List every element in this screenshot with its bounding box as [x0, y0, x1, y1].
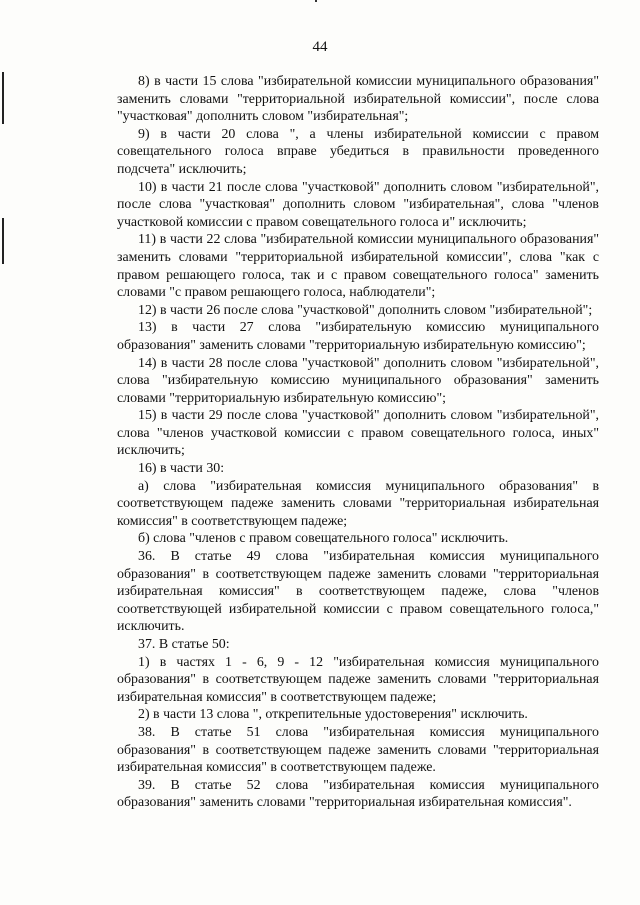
paragraph: 10) в части 21 после слова "участковой" дополнить словом "избирательной", после слова "участковая" дополнить словом "избирательная", слова "членов участковой комиссии с правом совещательного голоса и" исключить;: [117, 179, 599, 230]
scan-dot: [315, 0, 317, 2]
paragraph: 16) в части 30:: [138, 461, 225, 477]
document-body: [117, 73, 599, 812]
paragraph: б) слова "членов с правом совещательного голоса" исключить.: [138, 531, 509, 547]
paragraph: 11) в части 22 слова "избирательной комиссии муниципального образования" заменить словами "территориальной избирательной комиссии", слова "как с правом решающего голоса, так и с правом совещательного голоса" заменить словами "с правом решающего голоса, наблюдатели";: [117, 232, 599, 301]
paragraph: 15) в части 29 после слова "участковой" дополнить словом "избирательной", слова "членов участковой комиссии с правом совещательного голоса, иных" исключить;: [117, 408, 599, 459]
paragraph: 37. В статье 50:: [138, 637, 230, 652]
page-number: 44: [312, 39, 328, 55]
paragraph: 2) в части 13 слова ", открепительные удостоверения" исключить.: [138, 707, 528, 723]
paragraph: 38. В статье 51 слова "избирательная комиссия муниципального образования" в соответствующем падеже заменить словами "территориальная избирательная комиссия" в соответствующем падеже.: [117, 724, 599, 776]
margin-mark-lower: [2, 218, 4, 264]
paragraph: 1) в частях 1 - 6, 9 - 12 "избирательная комиссия муниципального образования" в соответствующем падеже заменить словами "территориальная избирательная комиссия" в соответствующем падеже;: [117, 654, 599, 705]
paragraph: 8) в части 15 слова "избирательной комиссии муниципального образования" заменить словами "территориальной избирательной комиссии", после слова "участковая" дополнить словом "избирательная";: [117, 74, 599, 125]
paragraph: 9) в части 20 слова ", а члены избирательной комиссии с правом совещательного голоса вправе убедиться в правильности проведенного подсчета" исключить;: [117, 126, 599, 177]
margin-mark-upper: [2, 72, 4, 124]
paragraph: 12) в части 26 после слова "участковой" дополнить словом "избирательной";: [138, 302, 593, 318]
paragraph: 13) в части 27 слова "избирательную комиссию муниципального образования" заменить словами "территориальную избирательную комиссию";: [117, 320, 599, 353]
paragraph: а) слова "избирательная комиссия муниципального образования" в соответствующем падеже заменить словами "территориальная избирательная комиссия" в соответствующем падеже;: [117, 478, 599, 529]
paragraph: 39. В статье 52 слова "избирательная комиссия муниципального образования" заменить словами "территориальная избирательная комиссия".: [117, 777, 599, 811]
paragraph: 14) в части 28 после слова "участковой" дополнить словом "избирательной", слова "избирательную комиссию муниципального образования" заменить словами "территориальную избирательную комиссию";: [117, 355, 599, 406]
paragraph: 36. В статье 49 слова "избирательная комиссия муниципального образования" в соответствующем падеже заменить словами "территориальная избирательная комиссия" в соответствующем падеже, слова "членов соответствующей избирательной комиссии с правом совещательного голоса," исключить.: [117, 549, 599, 635]
